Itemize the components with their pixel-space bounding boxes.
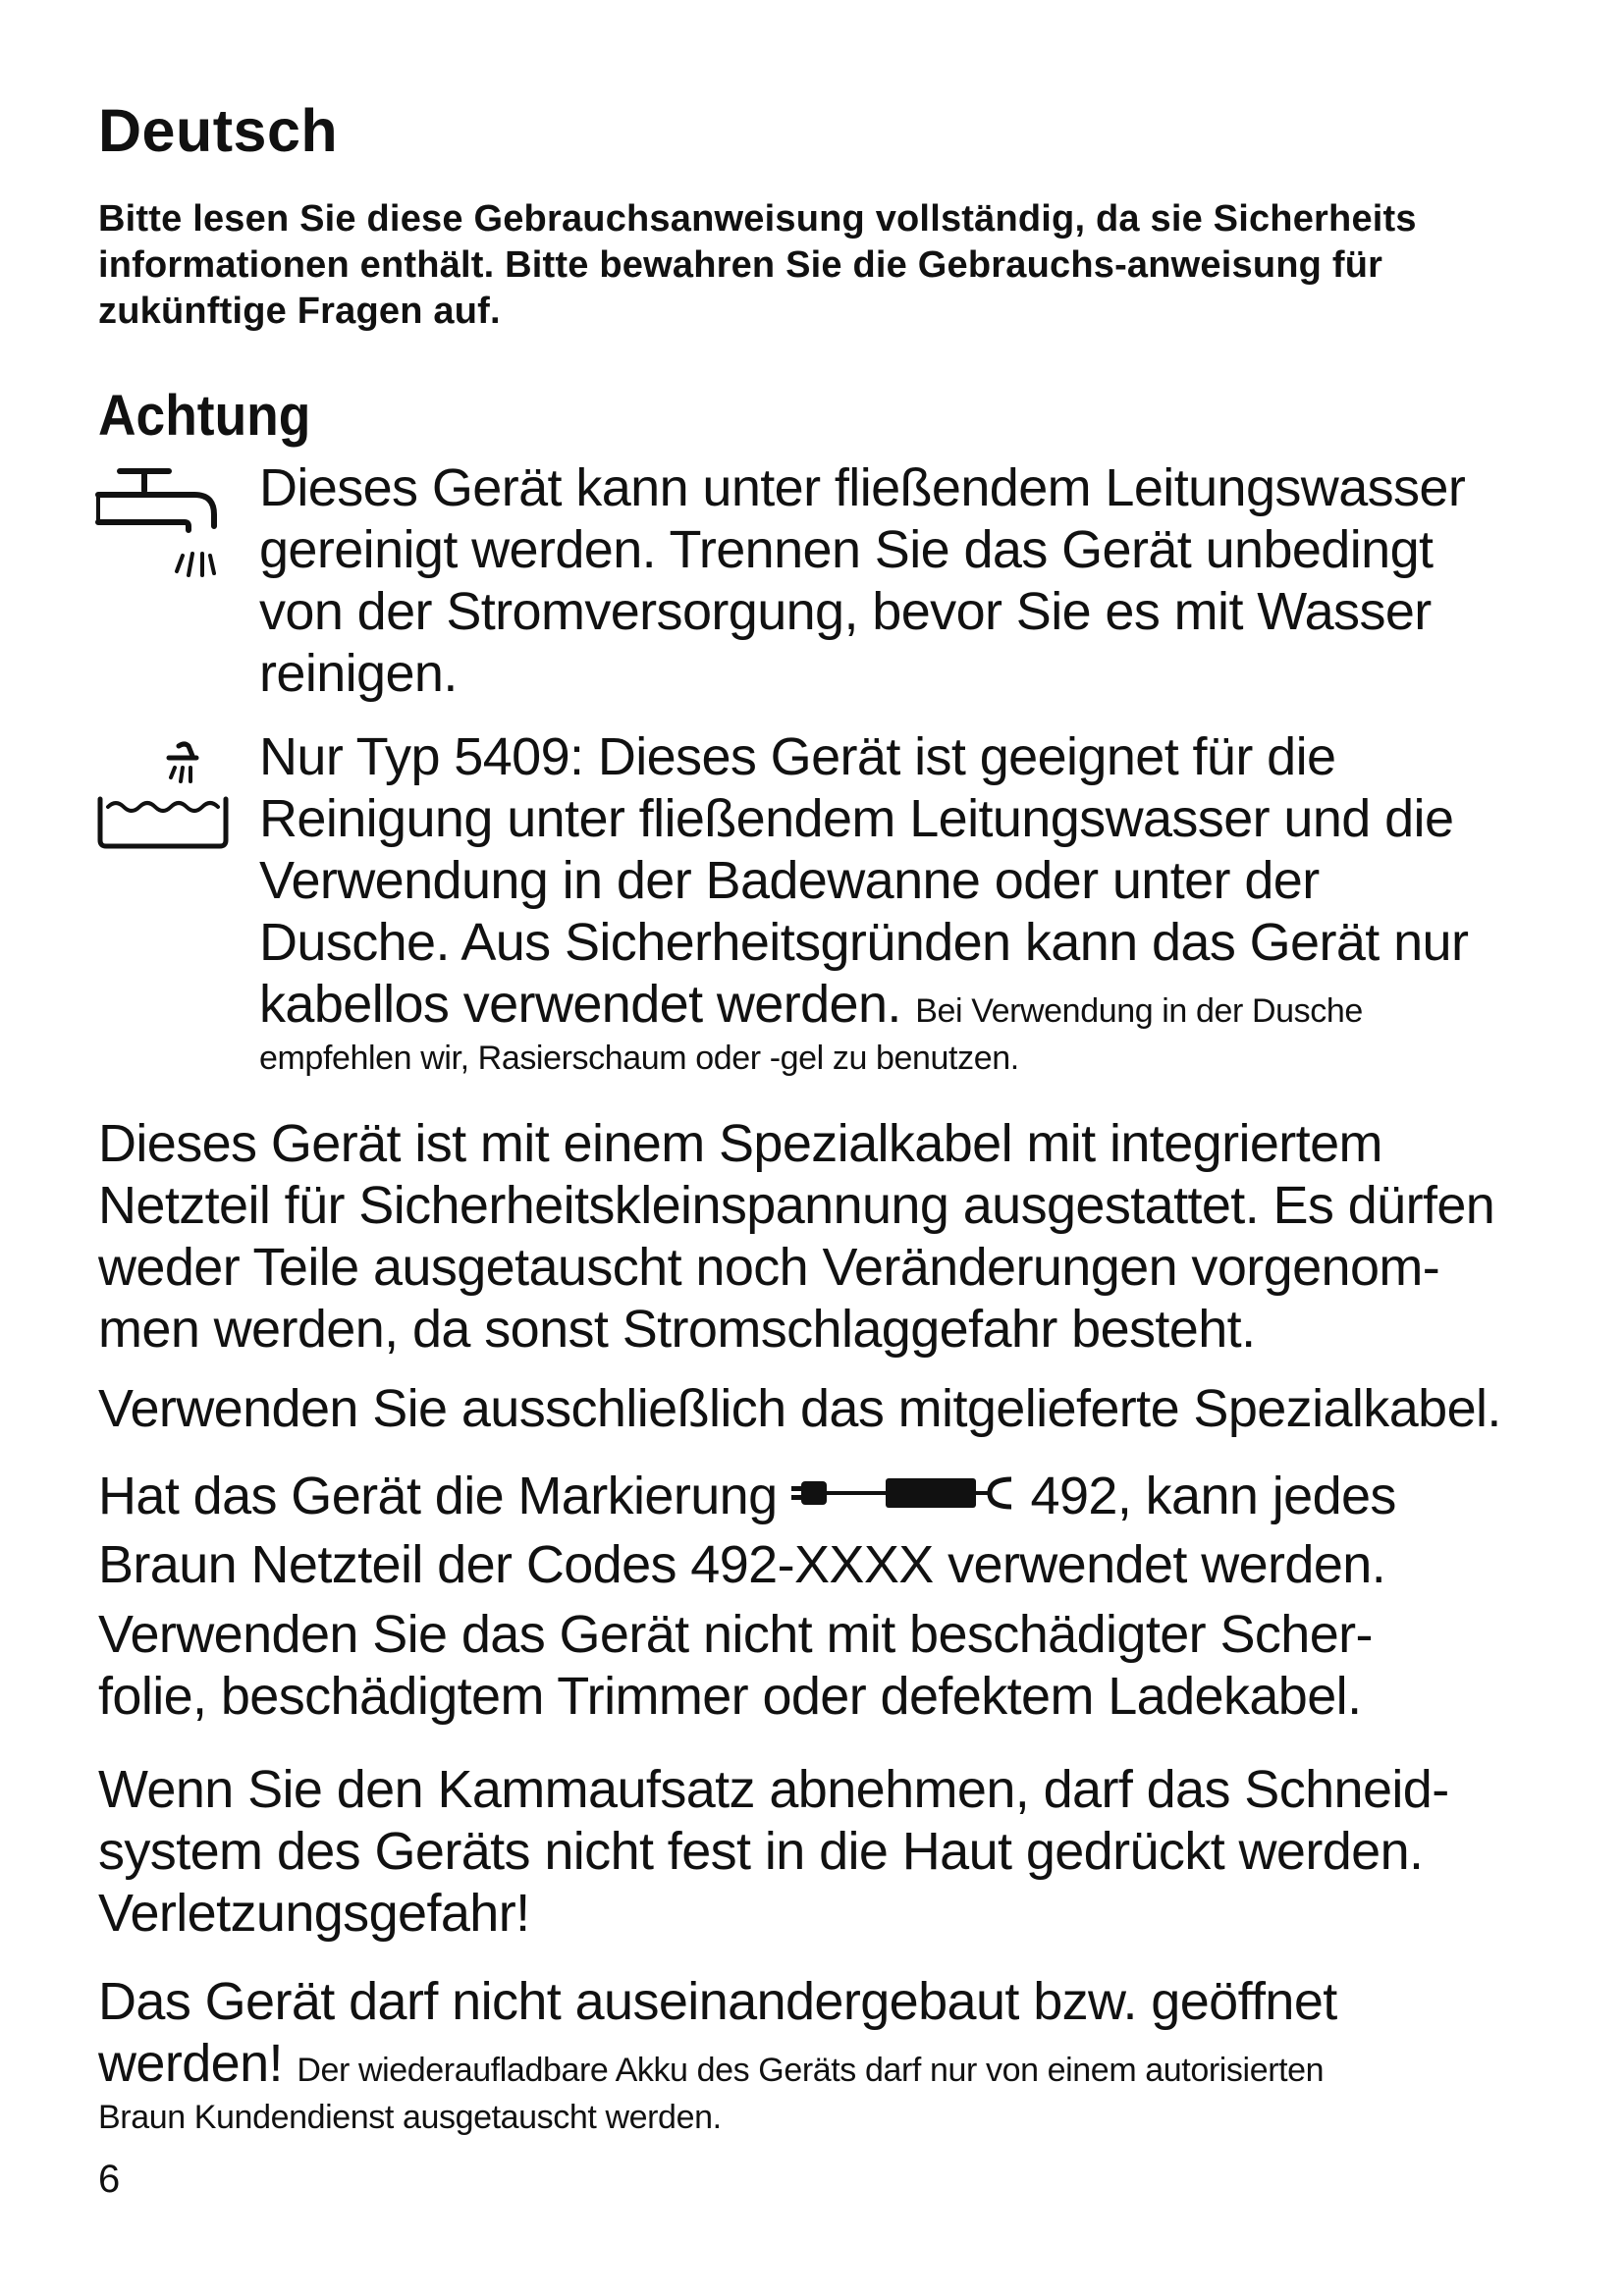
use-cable-paragraph: Verwenden Sie ausschließlich das mitgelieferte Spezialkabel. [98, 1379, 1501, 1438]
comb-attachment-line: Verletzungsgefahr! [98, 1884, 530, 1943]
marking-text: Hat das Gerät die Markierung [98, 1466, 778, 1525]
special-cable-line: men werden, da sonst Stromschlaggefahr besteht. [98, 1300, 1256, 1359]
type-5409-warning-line: Dusche. Aus Sicherheitsgründen kann das Gerät nur [259, 913, 1469, 972]
type-5409-warning [259, 726, 1468, 1081]
special-cable-line: Dieses Gerät ist mit einem Spezialkabel mit integriertem [98, 1114, 1382, 1173]
shower-recommendation: Bei Verwendung in der Dusche [915, 992, 1363, 1030]
special-cable-line: weder Teile ausgetauscht noch Veränderungen vorgenom- [98, 1238, 1440, 1297]
damaged-parts-paragraph [98, 1604, 1571, 1728]
damaged-parts-line: folie, beschädigtem Trimmer oder defektem Ladekabel. [98, 1667, 1362, 1726]
battery-note: Braun Kundendienst ausgetauscht werden. [98, 2099, 722, 2136]
power-plug-cord-icon [787, 1465, 1023, 1526]
tap-water-warning [259, 457, 1465, 705]
type-5409-warning-line: Nur Typ 5409: Dieses Gerät ist geeignet für die [259, 727, 1336, 786]
tap-water-icon [92, 465, 230, 583]
disassembly-paragraph [98, 1971, 1571, 2140]
type-5409-warning-line: Verwendung in der Badewanne oder unter der [259, 851, 1320, 910]
intro-notice: Bitte lesen Sie diese Gebrauchsanweisung vollständig, da sie Sicherheits informationen enthält. Bitte bewahren Sie die Gebrauchs-anweisung für zukünftige Fragen auf. [98, 198, 1417, 332]
tap-water-warning-line: Dieses Gerät kann unter fließendem Leitungswasser [259, 458, 1466, 517]
marking-text: Braun Netzteil der Codes 492-XXXX verwendet werden. [98, 1535, 1386, 1594]
tap-water-warning-line: von der Stromversorgung, bevor Sie es mit Wasser [259, 582, 1432, 641]
tap-water-warning-line: gereinigt werden. Trennen Sie das Gerät unbedingt [259, 520, 1434, 579]
damaged-parts-line: Verwenden Sie das Gerät nicht mit beschädigter Scher- [98, 1605, 1373, 1664]
type-5409-warning-line: kabellos verwendet werden. [259, 975, 901, 1034]
language-heading: Deutsch [98, 97, 339, 164]
comb-attachment-line: system des Geräts nicht fest in die Haut gedrückt werden. [98, 1822, 1424, 1881]
bath-shower-icon [94, 738, 232, 856]
special-cable-line: Netzteil für Sicherheitskleinspannung ausgestattet. Es dürfen [98, 1176, 1495, 1235]
disassembly-line: Das Gerät darf nicht auseinandergebaut bzw. geöffnet [98, 1972, 1337, 2031]
type-5409-warning-line: Reinigung unter fließendem Leitungswasser und die [259, 789, 1454, 848]
shower-recommendation: empfehlen wir, Rasierschaum oder -gel zu benutzen. [259, 1040, 1019, 1077]
comb-attachment-line: Wenn Sie den Kammaufsatz abnehmen, darf das Schneid- [98, 1760, 1449, 1819]
section-heading-warning: Achtung [98, 384, 311, 448]
marking-paragraph [98, 1465, 1571, 1596]
tap-water-warning-line: reinigen. [259, 644, 458, 703]
battery-note: Der wiederaufladbare Akku des Geräts darf nur von einem autorisierten [297, 2052, 1325, 2089]
page-number: 6 [98, 2158, 121, 2201]
comb-attachment-paragraph [98, 1759, 1571, 1945]
disassembly-line: werden! [98, 2034, 283, 2093]
marking-text: 492, kann jedes [1030, 1466, 1396, 1525]
special-cable-paragraph [98, 1113, 1571, 1361]
